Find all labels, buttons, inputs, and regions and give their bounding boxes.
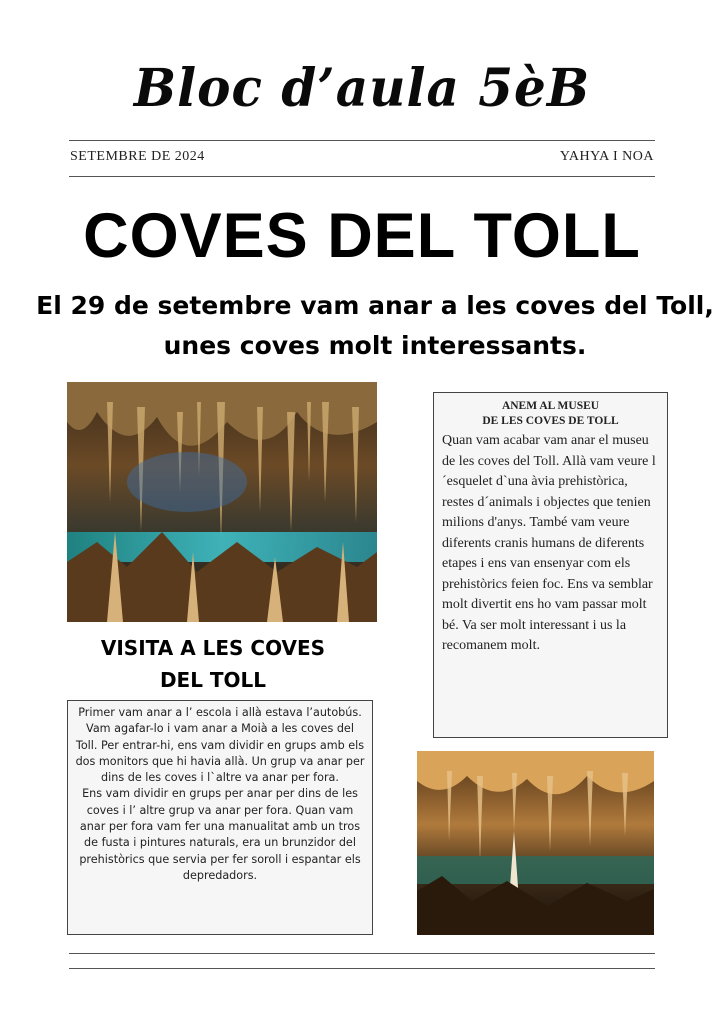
cave-photo-main [67, 382, 377, 622]
top-rule [69, 140, 655, 141]
museum-article-body: Quan vam acabar vam anar el museu de les coves del Toll. Allà vam veure l´esquelet d`una àvia prehistòrica, restes d´animals i objectes que tenien milions d'anys. També vam veure diferents cranis humans de diferents etapes i ens van ensenyar com els prehistòrics feien foc. Ens va semblar molt divertit ens ho vam passar molt bé. Va ser molt interessant i us la recomanem molt. [442, 433, 656, 653]
cave-illustration-1 [67, 382, 377, 622]
bottom-rule-2 [69, 968, 655, 969]
museum-article-box [433, 392, 668, 738]
cave-photo-secondary [417, 751, 654, 935]
visit-section-title: VISITA A LES COVES DEL TOLL [100, 636, 326, 692]
headline: COVES DEL TOLL [83, 201, 641, 271]
bottom-rule-1 [69, 953, 655, 954]
meta-rule [69, 176, 655, 177]
museum-kicker-line2: DE LES COVES DE TOLL [482, 415, 619, 427]
deck: El 29 de setembre vam anar a les coves del Toll, unes coves molt interessants. [36, 291, 714, 360]
cave-illustration-2 [417, 751, 654, 935]
visit-paragraph: Ens vam dividir en grups per anar per dins de les coves i l’ altre grup va anar per fora. Quan vam anar per fora vam fer una manualitat amb un tros de fusta i pintures naturals, era un brunzidor del prehistòrics que servia per fer soroll i espantar els depredadors. [79, 787, 361, 882]
masthead-title: Bloc d’aula 5èB [133, 56, 591, 119]
visit-paragraph: Primer vam anar a l’ escola i allà estava l’autobús. Vam agafar-lo i vam anar a Moià a les coves del Toll. Per entrar-hi, ens vam dividir en grups amb els dos monitors que hi havia allà. Un grup va anar per dins de les coves i l`altre va anar per fora. [75, 706, 365, 785]
visit-article-box [67, 700, 373, 935]
authors: YAHYA I NOA [559, 149, 654, 164]
issue-date: SETEMBRE DE 2024 [70, 149, 205, 164]
museum-kicker-line1: ANEM AL MUSEU [501, 400, 600, 412]
